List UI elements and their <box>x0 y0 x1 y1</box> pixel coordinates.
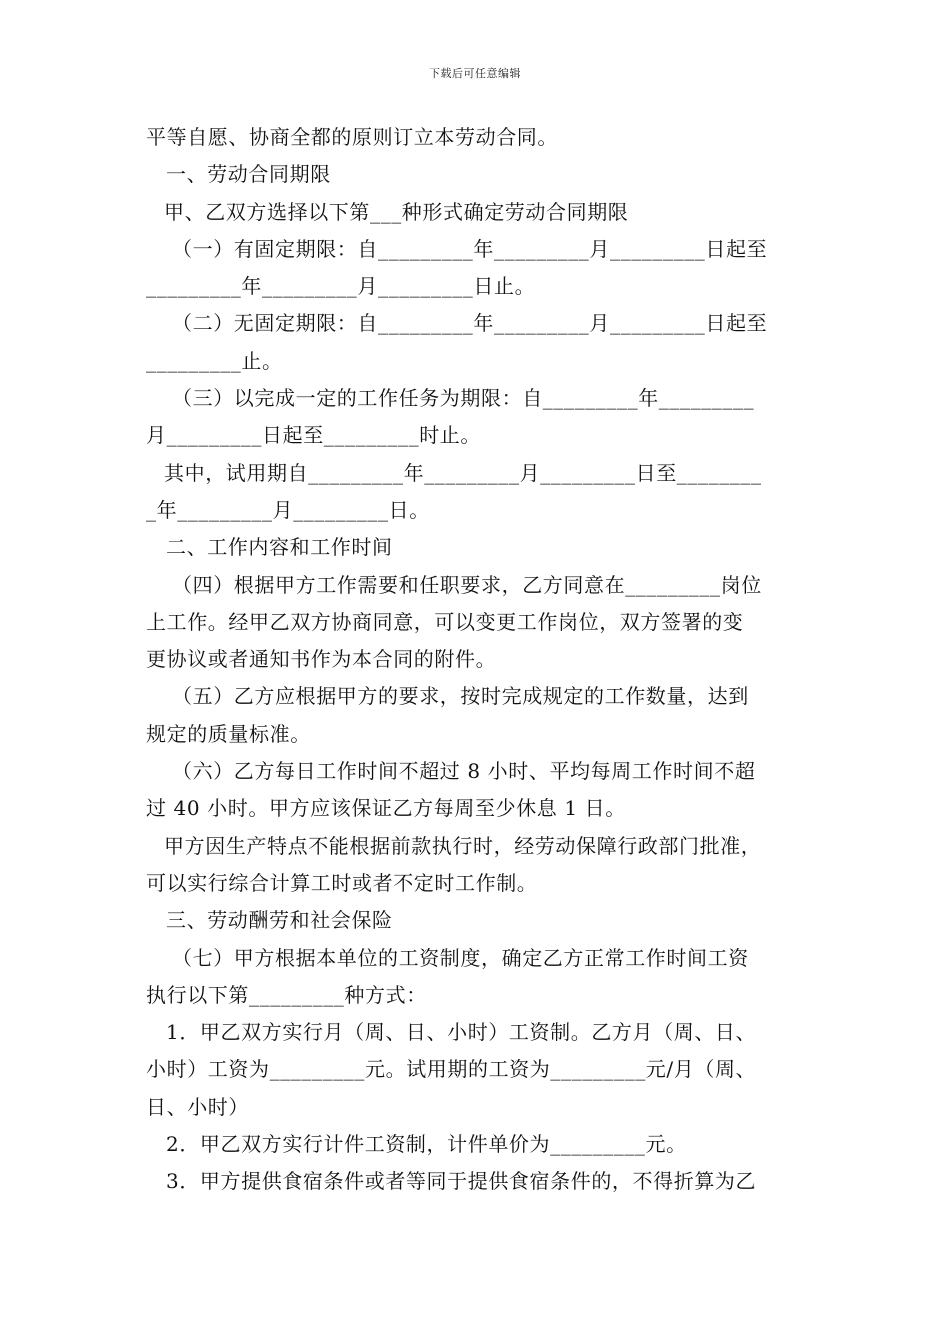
list-item: 1．甲乙双方实行月（周、日、小时）工资制。乙方月（周、日、 <box>166 1020 757 1045</box>
list-item: 3．甲方提供食宿条件或者等同于提供食宿条件的，不得折算为乙 <box>166 1169 757 1194</box>
text-line: 甲、乙双方选择以下第___种形式确定劳动合同期限 <box>164 199 629 224</box>
text-line: 甲方因生产特点不能根据前款执行时，经劳动保障行政部门批准， <box>164 833 762 858</box>
text-line: 规定的质量标准。 <box>146 721 311 746</box>
text-line: _________年_________月_________日止。 <box>146 274 536 299</box>
list-item: 2．甲乙双方实行计件工资制，计件单价为_________元。 <box>166 1132 687 1157</box>
text-line: 更协议或者通知书作为本合同的附件。 <box>146 647 497 672</box>
clause-line: （二）无固定期限：自_________年_________月_________日起至 <box>172 311 768 336</box>
text-line: 过 40 小时。甲方应该保证乙方每周至少休息 1 日。 <box>146 796 626 821</box>
clause-line: （七）甲方根据本单位的工资制度，确定乙方正常工作时间工资 <box>172 945 749 970</box>
contract-body <box>146 119 814 1201</box>
header-note: 下载后可任意编辑 <box>429 67 521 80</box>
text-line: 执行以下第_________种方式： <box>146 982 427 1007</box>
text-line: 其中，试用期自_________年_________月_________日至________ <box>164 460 762 485</box>
text-line: _________止。 <box>146 348 283 373</box>
clause-line: （三）以完成一定的工作任务为期限：自_________年_________ <box>172 386 755 411</box>
clause-line: （一）有固定期限：自_________年_________月_________日起至 <box>172 236 768 261</box>
text-line: _年_________月_________日。 <box>146 497 430 522</box>
section-heading: 二、工作内容和工作时间 <box>166 535 393 560</box>
text-line: 小时）工资为_________元。试用期的工资为_________元/月（周、 <box>146 1057 757 1082</box>
text-line: 月_________日起至_________时止。 <box>146 423 481 448</box>
clause-line: （四）根据甲方工作需要和任职要求，乙方同意在_________岗位 <box>172 572 762 597</box>
text-line: 日、小时） <box>146 1094 249 1119</box>
section-heading: 三、劳动酬劳和社会保险 <box>166 908 393 933</box>
section-heading: 一、劳动合同期限 <box>166 162 331 187</box>
text-line: 上工作。经甲乙双方协商同意，可以变更工作岗位，双方签署的变 <box>146 609 744 634</box>
text-line: 可以实行综合计算工时或者不定时工作制。 <box>146 870 538 895</box>
clause-line: （五）乙方应根据甲方的要求，按时完成规定的工作数量，达到 <box>172 684 749 709</box>
text-line: 平等自愿、协商全都的原则订立本劳动合同。 <box>146 125 558 149</box>
clause-line: （六）乙方每日工作时间不超过 8 小时、平均每周工作时间不超 <box>172 759 756 784</box>
